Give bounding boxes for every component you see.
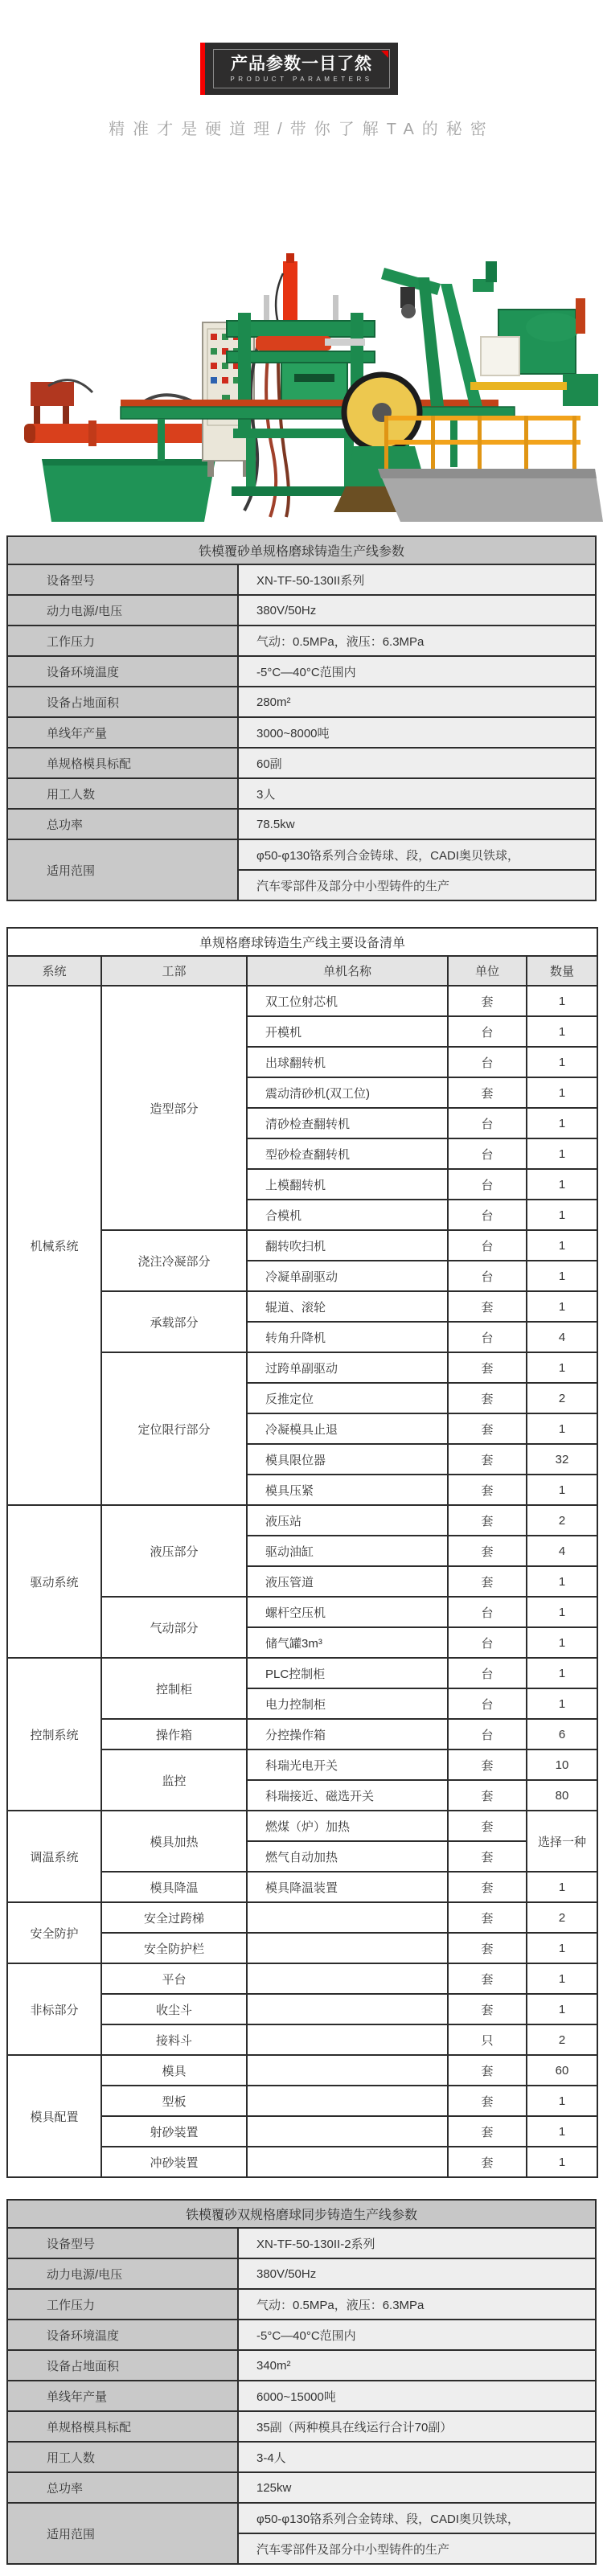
system-cell: 调温系统 [7,1811,101,1902]
device-cell: 反推定位 [247,1383,448,1413]
spec-label-cell: 设备型号 [7,2228,238,2258]
device-cell: 模具压紧 [247,1475,448,1505]
quantity-cell: 6 [527,1719,597,1749]
spec-label-cell: 单规格模具标配 [7,748,238,778]
device-cell: 型砂检查翻转机 [247,1138,448,1169]
quantity-cell: 1 [527,1047,597,1077]
right-machinery [470,261,598,406]
equipment-list-table [6,927,598,2178]
spec-value-cell: 汽车零部件及部分中小型铸件的生产 [238,870,596,900]
device-cell: 转角升降机 [247,1322,448,1352]
device-cell: 上模翻转机 [247,1169,448,1200]
production-line-photo [0,141,603,523]
spec-value-cell: 3-4人 [238,2442,596,2472]
spec-label-cell: 单线年产量 [7,2381,238,2411]
unit-cell: 台 [448,1261,527,1291]
section-cell: 模具降温 [101,1872,247,1902]
unit-cell: 只 [448,2024,527,2055]
spec-label-cell: 设备环境温度 [7,2320,238,2350]
quantity-cell: 1 [527,1627,597,1658]
table-row [7,595,596,626]
equipment-header-row [7,956,597,986]
quantity-cell: 1 [527,2147,597,2177]
device-cell: 过跨单副驱动 [247,1352,448,1383]
unit-cell: 套 [448,1444,527,1475]
spec-label-cell: 动力电源/电压 [7,595,238,626]
spec-label-cell: 用工人数 [7,778,238,809]
header-section: 工部 [101,956,247,986]
banner-corner-triangle [381,51,388,58]
device-cell: 开模机 [247,1016,448,1047]
device-cell [247,1933,448,1963]
quantity-cell: 1 [527,1475,597,1505]
unit-cell: 套 [448,1536,527,1566]
table-row [7,2350,596,2381]
section-cell: 定位限行部分 [101,1352,247,1505]
unit-cell: 台 [448,1322,527,1352]
single-spec-line-table-body [7,536,596,900]
spec-value-cell: XN-TF-50-130II系列 [238,564,596,595]
table-row [7,626,596,656]
spec-value-cell: 380V/50Hz [238,2258,596,2289]
quantity-cell: 4 [527,1536,597,1566]
spec-label-cell: 适用范围 [7,2503,238,2564]
unit-cell: 套 [448,1811,527,1841]
quantity-cell: 1 [527,986,597,1016]
table-row [7,687,596,717]
spec-label-cell: 设备型号 [7,564,238,595]
quantity-cell: 1 [527,1994,597,2024]
quantity-cell: 4 [527,1322,597,1352]
spec-value-cell: -5°C—40°C范围内 [238,656,596,687]
unit-cell: 套 [448,2147,527,2177]
device-cell [247,1994,448,2024]
unit-cell: 套 [448,2055,527,2086]
unit-cell: 台 [448,1597,527,1627]
unit-cell: 台 [448,1169,527,1200]
quantity-cell: 1 [527,1933,597,1963]
section-header-banner [205,43,398,95]
spec-label-cell: 设备环境温度 [7,656,238,687]
device-cell: PLC控制柜 [247,1658,448,1688]
header-device: 单机名称 [247,956,448,986]
system-cell: 模具配置 [7,2055,101,2177]
section-cell: 收尘斗 [101,1994,247,2024]
device-cell [247,2086,448,2116]
quantity-cell: 1 [527,1597,597,1627]
device-cell: 辊道、滚轮 [247,1291,448,1322]
spec-value-cell: XN-TF-50-130II-2系列 [238,2228,596,2258]
quantity-merged-cell: 选择一种 [527,1811,597,1872]
table-row [7,809,596,839]
spec-label-cell: 单线年产量 [7,717,238,748]
spec-label-cell: 工作压力 [7,626,238,656]
quantity-cell: 1 [527,1291,597,1322]
section-cell: 射砂装置 [101,2116,247,2147]
device-cell: 震动清砂机(双工位) [247,1077,448,1108]
unit-cell: 套 [448,1841,527,1872]
quantity-cell: 2 [527,1902,597,1933]
table-row [7,2503,596,2533]
spec-value-cell: 3人 [238,778,596,809]
table-row [7,656,596,687]
device-cell [247,1963,448,1994]
spec-value-cell: 280m² [238,687,596,717]
unit-cell: 套 [448,1475,527,1505]
device-cell [247,2147,448,2177]
spec-label-cell: 动力电源/电压 [7,2258,238,2289]
spec-value-cell: 3000~8000吨 [238,717,596,748]
device-cell: 冷凝单副驱动 [247,1261,448,1291]
table-row [7,748,596,778]
unit-cell: 套 [448,1872,527,1902]
green-base-slab [42,459,215,522]
quantity-cell: 1 [527,1261,597,1291]
device-cell [247,2024,448,2055]
unit-cell: 套 [448,1413,527,1444]
unit-cell: 套 [448,1780,527,1811]
unit-cell: 套 [448,1902,527,1933]
quantity-cell: 1 [527,2086,597,2116]
equipment-row [7,2055,597,2086]
unit-cell: 套 [448,1963,527,1994]
equipment-row [7,1658,597,1688]
quantity-cell: 1 [527,2116,597,2147]
spec-value-cell: 汽车零部件及部分中小型铸件的生产 [238,2533,596,2564]
table-row [7,778,596,809]
banner-inner-frame [213,49,390,88]
table-title: 铁模覆砂双规格磨球同步铸造生产线参数 [7,2200,596,2228]
dual-spec-line-table-body [7,2200,596,2564]
device-cell: 储气罐3m³ [247,1627,448,1658]
spec-value-cell: φ50-φ130铬系列合金铸球、段，CADI奥贝铁球， [238,839,596,870]
table-title: 铁模覆砂单规格磨球铸造生产线参数 [7,536,596,564]
unit-cell: 台 [448,1688,527,1719]
unit-cell: 套 [448,1383,527,1413]
spec-value-cell: -5°C—40°C范围内 [238,2320,596,2350]
section-cell: 模具 [101,2055,247,2086]
spec-value-cell: 380V/50Hz [238,595,596,626]
section-cell: 气动部分 [101,1597,247,1658]
unit-cell: 套 [448,1566,527,1597]
device-cell: 冷凝模具止退 [247,1413,448,1444]
banner-subtitle: PRODUCT PARAMETERS [230,76,373,84]
quantity-cell: 2 [527,1383,597,1413]
unit-cell: 套 [448,1505,527,1536]
single-spec-line-table [6,535,597,901]
spec-label-cell: 设备占地面积 [7,2350,238,2381]
spec-label-cell: 适用范围 [7,839,238,900]
section-cell: 型板 [101,2086,247,2116]
section-cell: 浇注冷凝部分 [101,1230,247,1291]
header-unit: 单位 [448,956,527,986]
quantity-cell: 2 [527,2024,597,2055]
table-row [7,564,596,595]
equipment-row [7,1902,597,1933]
left-hopper [31,380,92,429]
unit-cell: 套 [448,1994,527,2024]
device-cell: 电力控制柜 [247,1688,448,1719]
section-cell: 监控 [101,1749,247,1811]
device-cell: 模具限位器 [247,1444,448,1475]
spec-value-cell: 6000~15000吨 [238,2381,596,2411]
device-cell: 清砂检查翻转机 [247,1108,448,1138]
banner-red-stripe [200,43,205,95]
device-cell: 驱动油缸 [247,1536,448,1566]
quantity-cell: 1 [527,1352,597,1383]
device-cell: 合模机 [247,1200,448,1230]
spec-value-cell: 35副（两种模具在线运行合计70副） [238,2411,596,2442]
unit-cell: 台 [448,1016,527,1047]
quantity-cell: 1 [527,1108,597,1138]
unit-cell: 台 [448,1108,527,1138]
section-cell: 接料斗 [101,2024,247,2055]
table-row [7,717,596,748]
unit-cell: 台 [448,1047,527,1077]
unit-cell: 套 [448,1933,527,1963]
section-cell: 模具加热 [101,1811,247,1872]
equipment-row [7,1505,597,1536]
equipment-row [7,986,597,1016]
dual-spec-line-table [6,2199,597,2565]
device-cell: 液压站 [247,1505,448,1536]
system-cell: 安全防护 [7,1902,101,1963]
unit-cell: 套 [448,1077,527,1108]
device-cell: 螺杆空压机 [247,1597,448,1627]
quantity-cell: 1 [527,1688,597,1719]
table-row [7,2228,596,2258]
spec-value-cell: 60副 [238,748,596,778]
system-cell: 控制系统 [7,1658,101,1811]
spec-label-cell: 总功率 [7,2472,238,2503]
table-row [7,2258,596,2289]
system-cell: 机械系统 [7,986,101,1505]
quantity-cell: 10 [527,1749,597,1780]
equipment-list-table-body [7,928,597,2177]
unit-cell: 台 [448,1200,527,1230]
unit-cell: 套 [448,986,527,1016]
table-row [7,2411,596,2442]
device-cell: 燃煤（炉）加热 [247,1811,448,1841]
table-row [7,2442,596,2472]
section-cell: 平台 [101,1963,247,1994]
system-cell: 非标部分 [7,1963,101,2055]
device-cell: 模具降温装置 [247,1872,448,1902]
quantity-cell: 1 [527,1872,597,1902]
device-cell: 燃气自动加热 [247,1841,448,1872]
unit-cell: 台 [448,1627,527,1658]
section-cell: 冲砂装置 [101,2147,247,2177]
quantity-cell: 1 [527,1413,597,1444]
quantity-cell: 1 [527,1077,597,1108]
unit-cell: 套 [448,2116,527,2147]
unit-cell: 台 [448,1719,527,1749]
table-row [7,2472,596,2503]
table-row [7,839,596,870]
table-title: 单规格磨球铸造生产线主要设备清单 [7,928,597,956]
unit-cell: 台 [448,1230,527,1261]
header-qty: 数量 [527,956,597,986]
table-row [7,2381,596,2411]
device-cell [247,2116,448,2147]
section-cell: 控制柜 [101,1658,247,1719]
quantity-cell: 1 [527,1138,597,1169]
device-cell: 科瑞接近、磁选开关 [247,1780,448,1811]
quantity-cell: 60 [527,2055,597,2086]
spec-label-cell: 总功率 [7,809,238,839]
section-cell: 液压部分 [101,1505,247,1597]
device-cell: 分控操作箱 [247,1719,448,1749]
quantity-cell: 2 [527,1505,597,1536]
unit-cell: 台 [448,1658,527,1688]
spec-label-cell: 用工人数 [7,2442,238,2472]
quantity-cell: 1 [527,1200,597,1230]
quantity-cell: 80 [527,1780,597,1811]
device-cell: 翻转吹扫机 [247,1230,448,1261]
spec-value-cell: 气动：0.5MPa，液压：6.3MPa [238,626,596,656]
quantity-cell: 1 [527,1658,597,1688]
section-cell: 造型部分 [101,986,247,1230]
quantity-cell: 1 [527,1963,597,1994]
spec-label-cell: 工作压力 [7,2289,238,2320]
device-cell [247,2055,448,2086]
section-cell: 安全过跨梯 [101,1902,247,1933]
unit-cell: 套 [448,1352,527,1383]
section-cell: 安全防护栏 [101,1933,247,1963]
tagline-text: 精准才是硬道理/带你了解TA的秘密 [109,121,494,138]
device-cell: 液压管道 [247,1566,448,1597]
quantity-cell: 1 [527,1016,597,1047]
unit-cell: 台 [448,1138,527,1169]
spec-value-cell: 340m² [238,2350,596,2381]
spec-value-cell: 78.5kw [238,809,596,839]
spec-value-cell: φ50-φ130铬系列合金铸球、段，CADI奥贝铁球， [238,2503,596,2533]
quantity-cell: 32 [527,1444,597,1475]
spec-label-cell: 单规格模具标配 [7,2411,238,2442]
banner-title: 产品参数一目了然 [231,54,372,73]
spec-value-cell: 气动：0.5MPa，液压：6.3MPa [238,2289,596,2320]
unit-cell: 套 [448,1749,527,1780]
device-cell [247,1902,448,1933]
device-cell: 科瑞光电开关 [247,1749,448,1780]
red-pipe-conveyor [24,420,227,446]
header-system: 系统 [7,956,101,986]
spec-label-cell: 设备占地面积 [7,687,238,717]
table-row [7,2289,596,2320]
device-cell: 出球翻转机 [247,1047,448,1077]
spec-value-cell: 125kw [238,2472,596,2503]
equipment-row [7,1963,597,1994]
table-row [7,2320,596,2350]
equipment-row [7,1811,597,1841]
unit-cell: 套 [448,1291,527,1322]
section-cell: 承载部分 [101,1291,247,1352]
device-cell: 双工位射芯机 [247,986,448,1016]
quantity-cell: 1 [527,1566,597,1597]
system-cell: 驱动系统 [7,1505,101,1658]
quantity-cell: 1 [527,1230,597,1261]
section-cell: 操作箱 [101,1719,247,1749]
quantity-cell: 1 [527,1169,597,1200]
unit-cell: 套 [448,2086,527,2116]
